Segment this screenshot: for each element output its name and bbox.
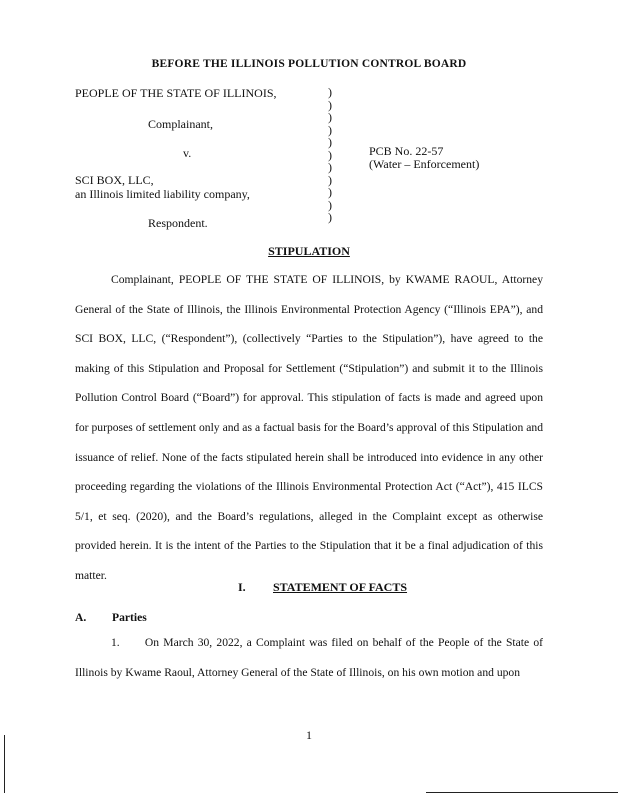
respondent-label: Respondent.	[148, 216, 208, 230]
page-number: 1	[306, 728, 312, 742]
versus-label: v.	[183, 146, 192, 160]
scan-artifact-left-edge	[4, 735, 5, 793]
scan-artifact-bottom-edge	[426, 792, 618, 793]
intro-paragraph-text: Complainant, PEOPLE OF THE STATE OF ILLINOIS, by KWAME RAOUL, Attorney General of the State of Illinois, the Illinois Environmental Protection Agency (“Illinois EPA”), and SCI BOX, LLC, (“Respondent”), (collectively “Parties to the Stipulation”), have agreed to the making of this Stipulation and Proposal for Settlement (“Stipulation”) and submit it to the Illinois Pollution Control Board (“Board”) for approval. This stipulation of facts is made and agreed upon for purposes of settlement only and as a factual basis for the Board’s approval of this Stipulation and issuance of relief. None of the facts stipulated herein shall be introduced into evidence in any other proceeding regarding the violations of the Illinois Environmental Protection Act (“Act”), 415 ILCS 5/1, et seq. (2020), and the Board’s regulations, alleged in the Complaint except as otherwise provided herein. It is the intent of the Parties to the Stipulation that it be a final adjudication of this matter.	[75, 273, 543, 582]
intro-paragraph	[75, 265, 543, 591]
subsection-letter: A.	[75, 611, 87, 624]
complainant-label: Complainant,	[148, 117, 213, 131]
section-title: STATEMENT OF FACTS	[273, 580, 408, 594]
paragraph-1-text: On March 30, 2022, a Complaint was filed on behalf of the People of the State of Illinois by Kwame Raoul, Attorney General of the State of Illinois, on his own motion and upon	[75, 636, 544, 679]
case-number: PCB No. 22-57	[369, 144, 444, 158]
plaintiff-name: PEOPLE OF THE STATE OF ILLINOIS,	[75, 86, 277, 100]
document-title: BEFORE THE ILLINOIS POLLUTION CONTROL BOARD	[151, 58, 467, 70]
defendant-name: SCI BOX, LLC,	[75, 173, 154, 187]
paragraph-1-number: 1.	[111, 636, 120, 649]
defendant-description: an Illinois limited liability company,	[75, 187, 250, 201]
subsection-title: Parties	[112, 611, 147, 624]
paragraph-1	[75, 628, 543, 687]
stipulation-heading: STIPULATION	[268, 244, 350, 258]
caption-parentheses: ) ) ) ) ) ) ) ) ) ) )	[328, 85, 332, 224]
case-type: (Water – Enforcement)	[369, 157, 480, 171]
section-number: I.	[238, 580, 246, 594]
